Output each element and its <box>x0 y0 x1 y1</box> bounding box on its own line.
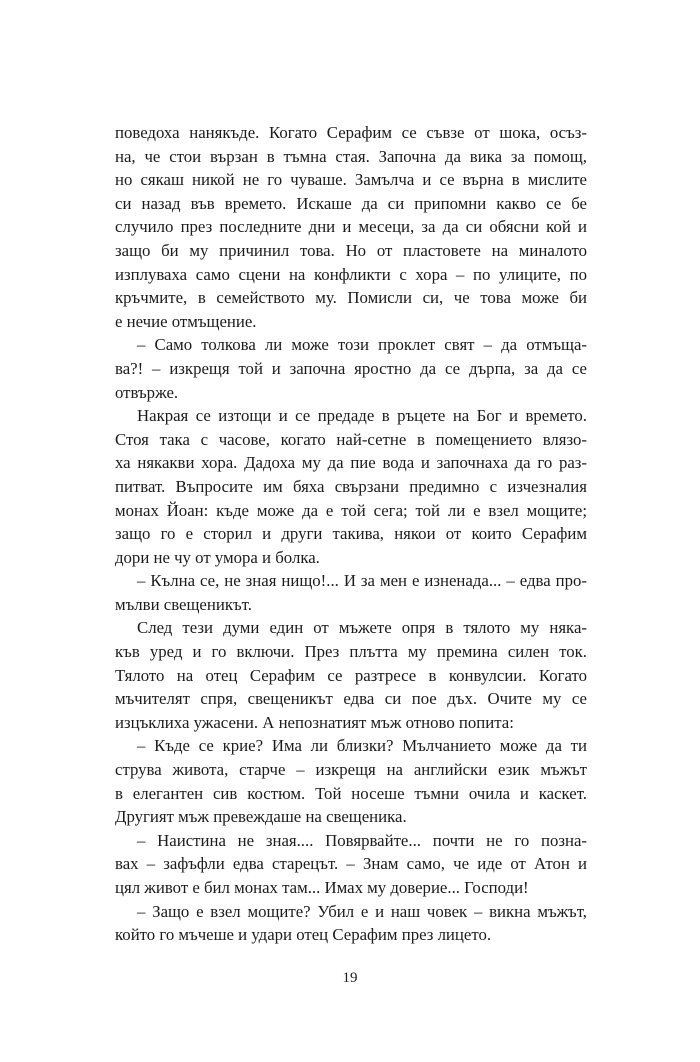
text-line: монах Йоан: къде може да е той сега; той ли е взел мощите; <box>115 500 587 520</box>
text-line: си назад във времето. Искаше да си припомни какво се бе <box>115 193 587 213</box>
text-line: но сякаш никой не го чуваше. Замълча и се върна в мислите <box>115 170 587 190</box>
text-line: Накрая се изтощи и се предаде в ръцете на Бог и времето. <box>137 406 587 426</box>
text-line: – Защо е взел мощите? Убил е и наш човек – викна мъжът, <box>137 901 587 921</box>
text-line: Тялото на отец Серафим се разтресе в конвулсии. Когато <box>115 665 587 685</box>
paragraph <box>115 829 587 900</box>
text-line: цял живот е бил монах там... Имах му доверие... Господи! <box>115 878 529 897</box>
text-line: дори не чу от умора и болка. <box>115 547 320 567</box>
body-text <box>115 121 587 947</box>
text-line: кръчмите, в семейството му. Помисли си, че това може би <box>115 288 587 308</box>
paragraph <box>115 404 587 569</box>
paragraph <box>115 900 587 947</box>
text-line: – Само толкова ли може този проклет свят – да отмъща- <box>137 335 587 355</box>
text-line: е нечие отмъщение. <box>115 311 257 331</box>
text-line: случило през последните дни и месеци, за да си обясни кой и <box>115 217 587 237</box>
paragraph <box>115 333 587 404</box>
text-line: поведоха нанякъде. Когато Серафим се съвзе от шока, осъз- <box>115 123 587 142</box>
text-line: отвърже. <box>115 382 179 402</box>
text-line: ха някакви хора. Дадоха му да пие вода и започнаха да го раз- <box>115 453 587 473</box>
text-line: струва живота, старче – изкрещя на английски език мъжът <box>115 760 587 780</box>
text-line: Другият мъж превеждаше на свещеника. <box>115 807 407 827</box>
text-line: защо го е сторил и други такива, някои от които Серафим <box>115 524 587 544</box>
text-line: – Кълна се, не зная нищо!... И за мен е изненада... – едва про- <box>137 571 587 591</box>
text-line: къв уред и го включи. През плътта му премина силен ток. <box>115 642 587 662</box>
text-line: изцъклиха ужасени. А непознатият мъж отново попита: <box>115 712 514 732</box>
paragraph <box>115 569 587 616</box>
text-line: – Къде се крие? Има ли близки? Мълчанието може да ти <box>137 736 587 756</box>
text-line: който го мъчеше и удари отец Серафим през лицето. <box>115 925 492 945</box>
text-line: защо би му причинил това. Но от пластовете на миналото <box>115 240 587 260</box>
text-line: – Наистина не зная.... Повярвайте... почти не го позна- <box>137 830 587 850</box>
text-line: в елегантен сив костюм. Той носеше тъмни очила и каскет. <box>115 783 587 803</box>
paragraph <box>115 734 587 828</box>
text-line: на, че стои вързан в тъмна стая. Започна да вика за помощ, <box>115 146 587 166</box>
text-line: вах – зафъфли едва старецът. – Знам само, че иде от Атон и <box>115 854 587 874</box>
text-line: ва?! – изкрещя той и започна яростно да се дърпа, за да се <box>115 358 587 378</box>
page-number: 19 <box>342 970 358 986</box>
text-line: питват. Въпросите им бяха свързани предимно с изчезналия <box>115 476 587 496</box>
text-line: След тези думи един от мъжете опря в тялото му няка- <box>137 618 587 638</box>
paragraph <box>115 121 587 333</box>
text-line: мъчителят спря, свещеникът едва си пое дъх. Очите му се <box>115 689 587 709</box>
text-line: мълви свещеникът. <box>115 594 252 614</box>
text-line: изплуваха само сцени на конфликти с хора – по улиците, по <box>115 264 587 284</box>
paragraph <box>115 616 587 734</box>
text-line: Стоя така с часове, когато най-сетне в помещението влязо- <box>115 429 587 449</box>
